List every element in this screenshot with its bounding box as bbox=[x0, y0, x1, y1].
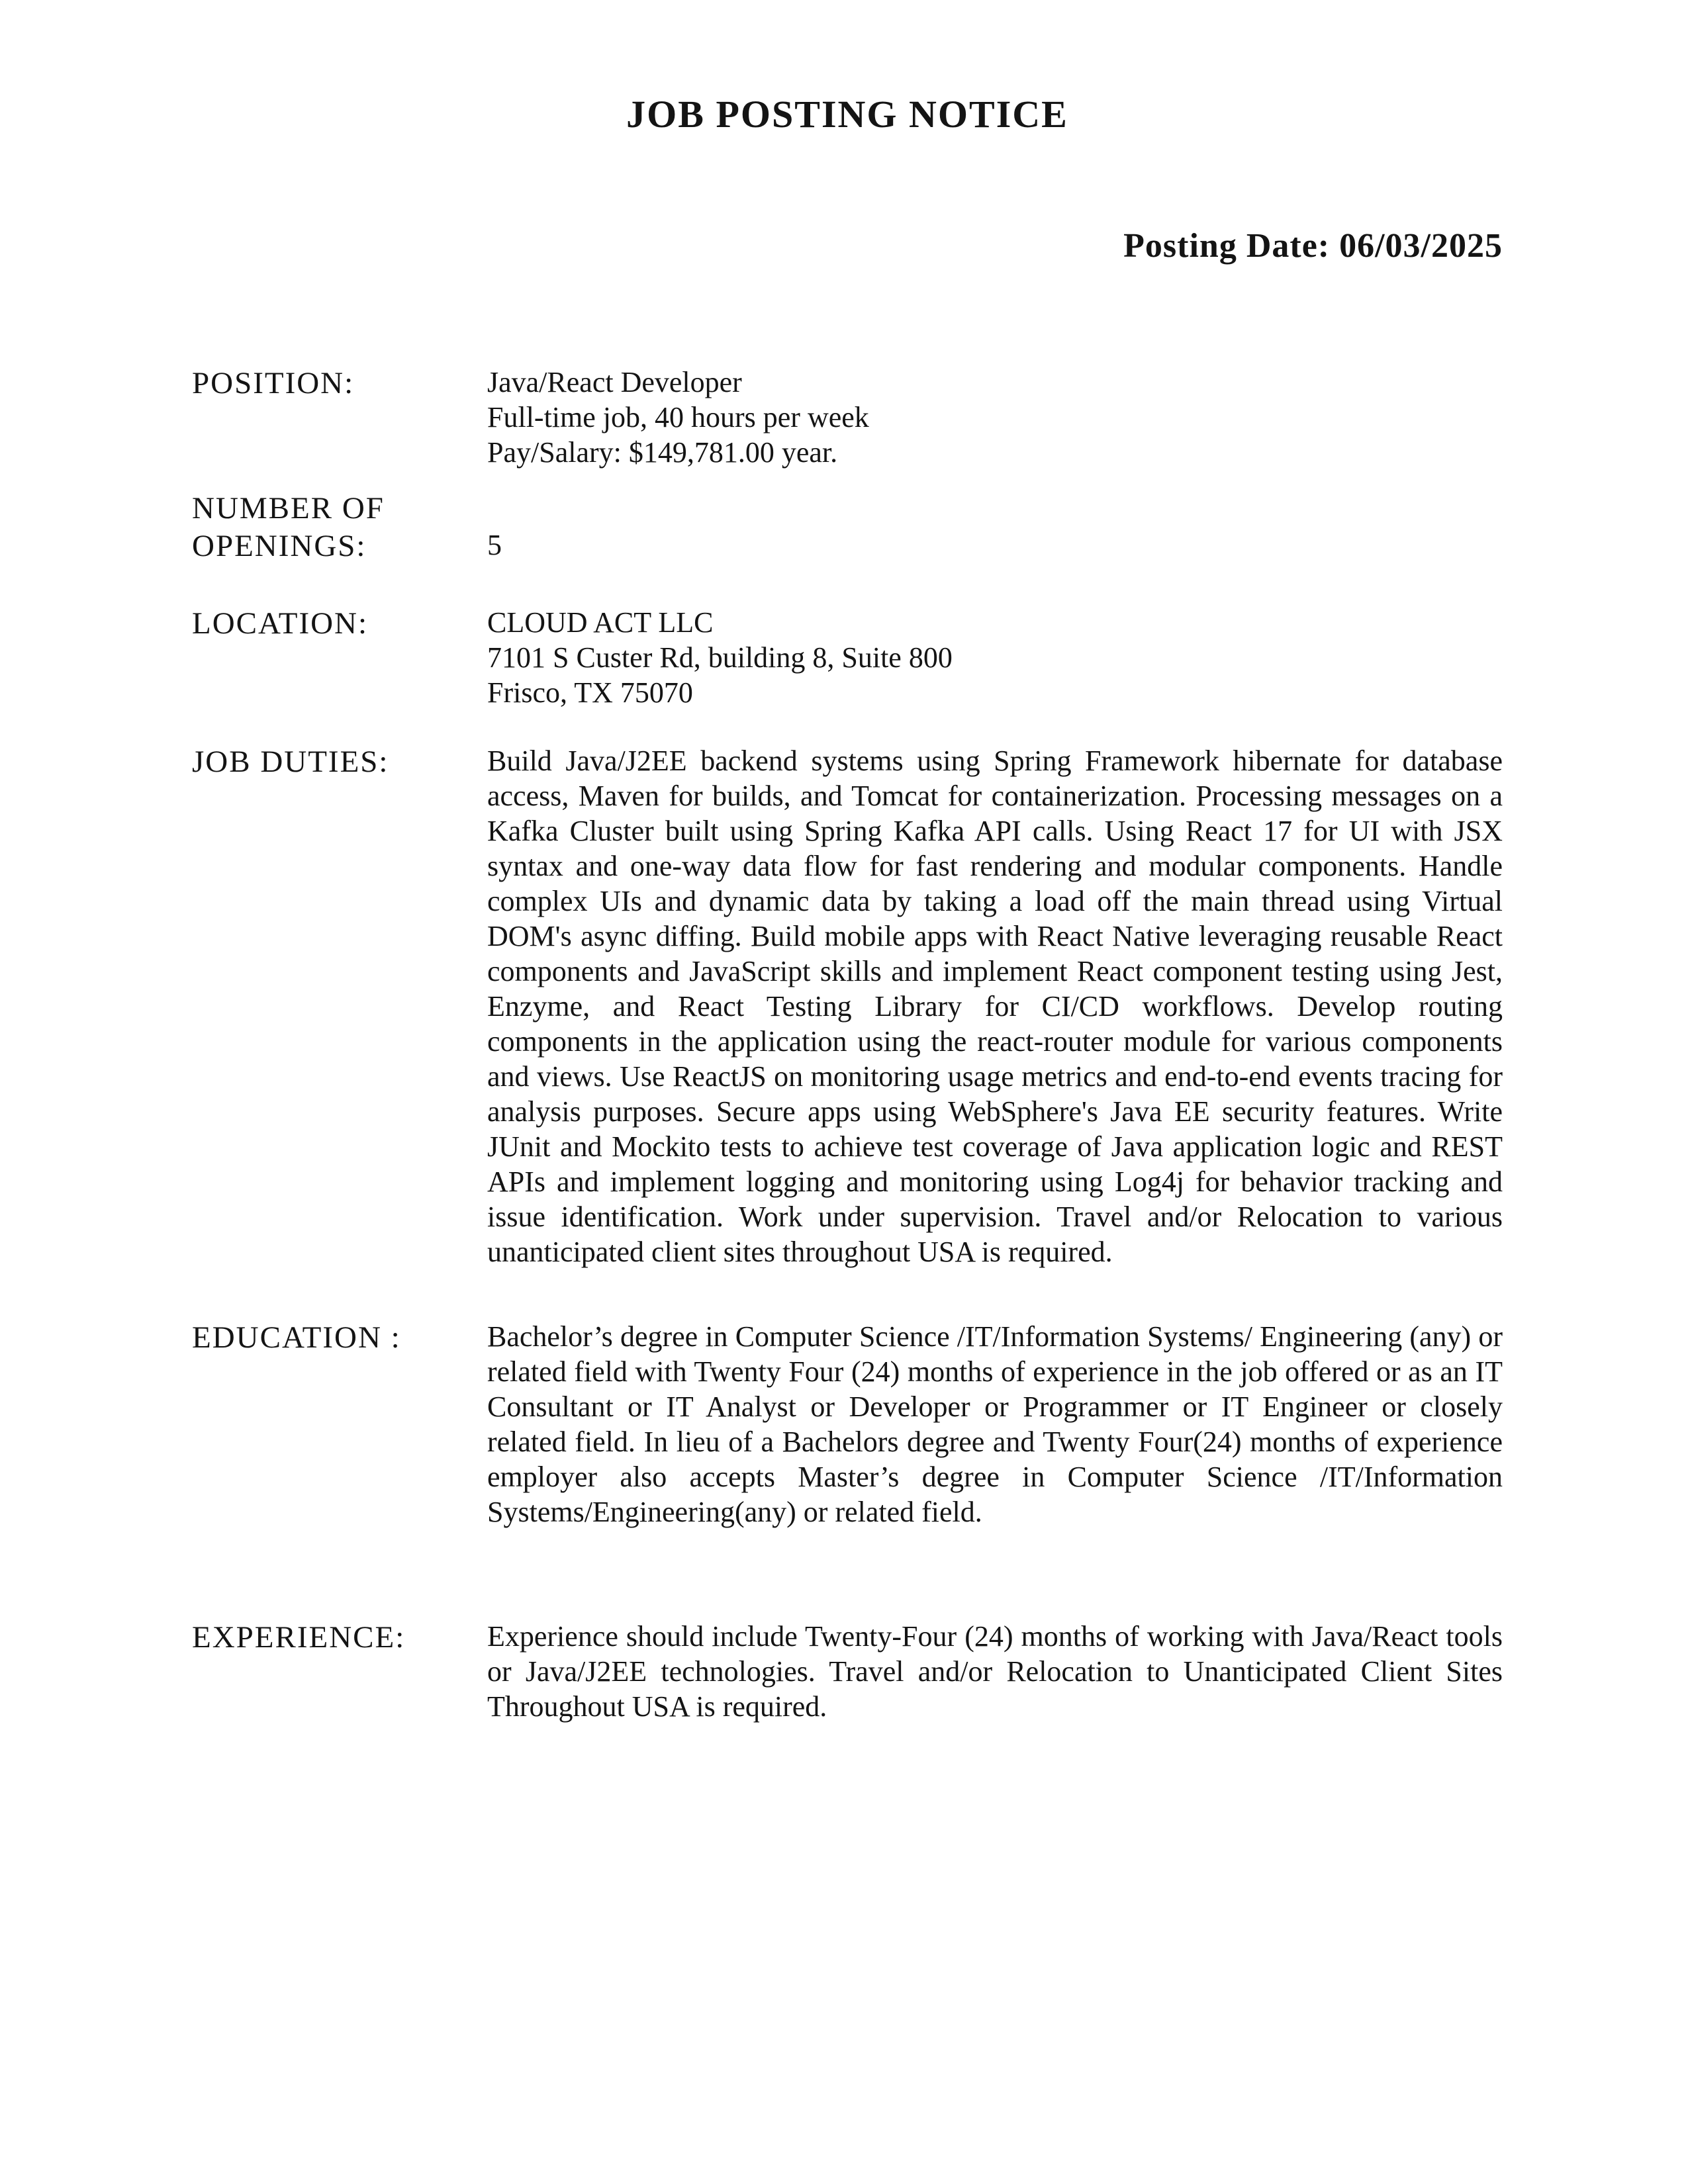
location-content bbox=[487, 605, 1503, 710]
location-company-name: CLOUD ACT LLC bbox=[487, 606, 714, 639]
openings-label: NUMBER OF OPENINGS: bbox=[192, 490, 385, 563]
position-content bbox=[487, 365, 1503, 470]
section-position bbox=[192, 365, 1503, 470]
education-label: EDUCATION : bbox=[192, 1320, 401, 1355]
location-city-state-zip: Frisco, TX 75070 bbox=[487, 676, 693, 709]
openings-count: 5 bbox=[487, 528, 502, 561]
education-content bbox=[487, 1319, 1503, 1529]
position-label: POSITION: bbox=[192, 365, 355, 400]
position-schedule: Full-time job, 40 hours per week bbox=[487, 400, 869, 433]
job-duties-label: JOB DUTIES: bbox=[192, 744, 389, 779]
openings-content bbox=[487, 490, 1503, 563]
job-duties-content bbox=[487, 743, 1503, 1269]
section-education bbox=[192, 1319, 1503, 1529]
document-body bbox=[192, 365, 1503, 1724]
posting-date: Posting Date: 06/03/2025 bbox=[1123, 226, 1503, 265]
section-experience bbox=[192, 1619, 1503, 1724]
education-paragraph: Bachelor’s degree in Computer Science /IT/Information Systems/ Engineering (any) or related field with Twenty Four (24) months of experience in the job offered or as an IT Consultant or IT Analyst or Developer or Programmer or IT Engineer or closely related field. In lieu of a Bachelors degree and Twenty Four(24) months of experience employer also accepts Master’s degree in Computer Science /IT/Information Systems/Engineering(any) or related field. bbox=[487, 1320, 1503, 1528]
experience-label: EXPERIENCE: bbox=[192, 1619, 406, 1655]
job-duties-paragraph: Build Java/J2EE backend systems using Spring Framework hibernate for database access, Maven for builds, and Tomcat for containerization. Processing messages on a Kafka Cluster built using Spring Kafka API calls. Using React 17 for UI with JSX syntax and one-way data flow for fast rendering and modular components. Handle complex UIs and dynamic data by taking a load off the main thread using Virtual DOM's async diffing. Build mobile apps with React Native leveraging reusable React components and JavaScript skills and implement React component testing using Jest, Enzyme, and React Testing Library for CI/CD workflows. Develop routing components in the application using the react-router module for various components and views. Use ReactJS on monitoring usage metrics and end-to-end events tracing for analysis purposes. Secure apps using WebSphere's Java EE security features. Write JUnit and Mockito tests to achieve test coverage of Java application logic and REST APIs and implement logging and monitoring using Log4j for behavior tracking and issue identification. Work under supervision. Travel and/or Relocation to various unanticipated client sites throughout USA is required. bbox=[487, 744, 1503, 1268]
experience-content bbox=[487, 1619, 1503, 1724]
location-label: LOCATION: bbox=[192, 606, 369, 641]
page-title: JOB POSTING NOTICE bbox=[626, 93, 1068, 136]
position-salary: Pay/Salary: $149,781.00 year. bbox=[487, 435, 838, 469]
location-street-address: 7101 S Custer Rd, building 8, Suite 800 bbox=[487, 641, 953, 674]
section-number-of-openings bbox=[192, 490, 1503, 565]
experience-paragraph: Experience should include Twenty-Four (24) months of working with Java/React tools or Java/J2EE technologies. Travel and/or Relocation to Unanticipated Client Sites Throughout USA is required. bbox=[487, 1619, 1503, 1723]
section-location bbox=[192, 605, 1503, 710]
position-job-title: Java/React Developer bbox=[487, 365, 742, 398]
section-job-duties bbox=[192, 743, 1503, 1269]
